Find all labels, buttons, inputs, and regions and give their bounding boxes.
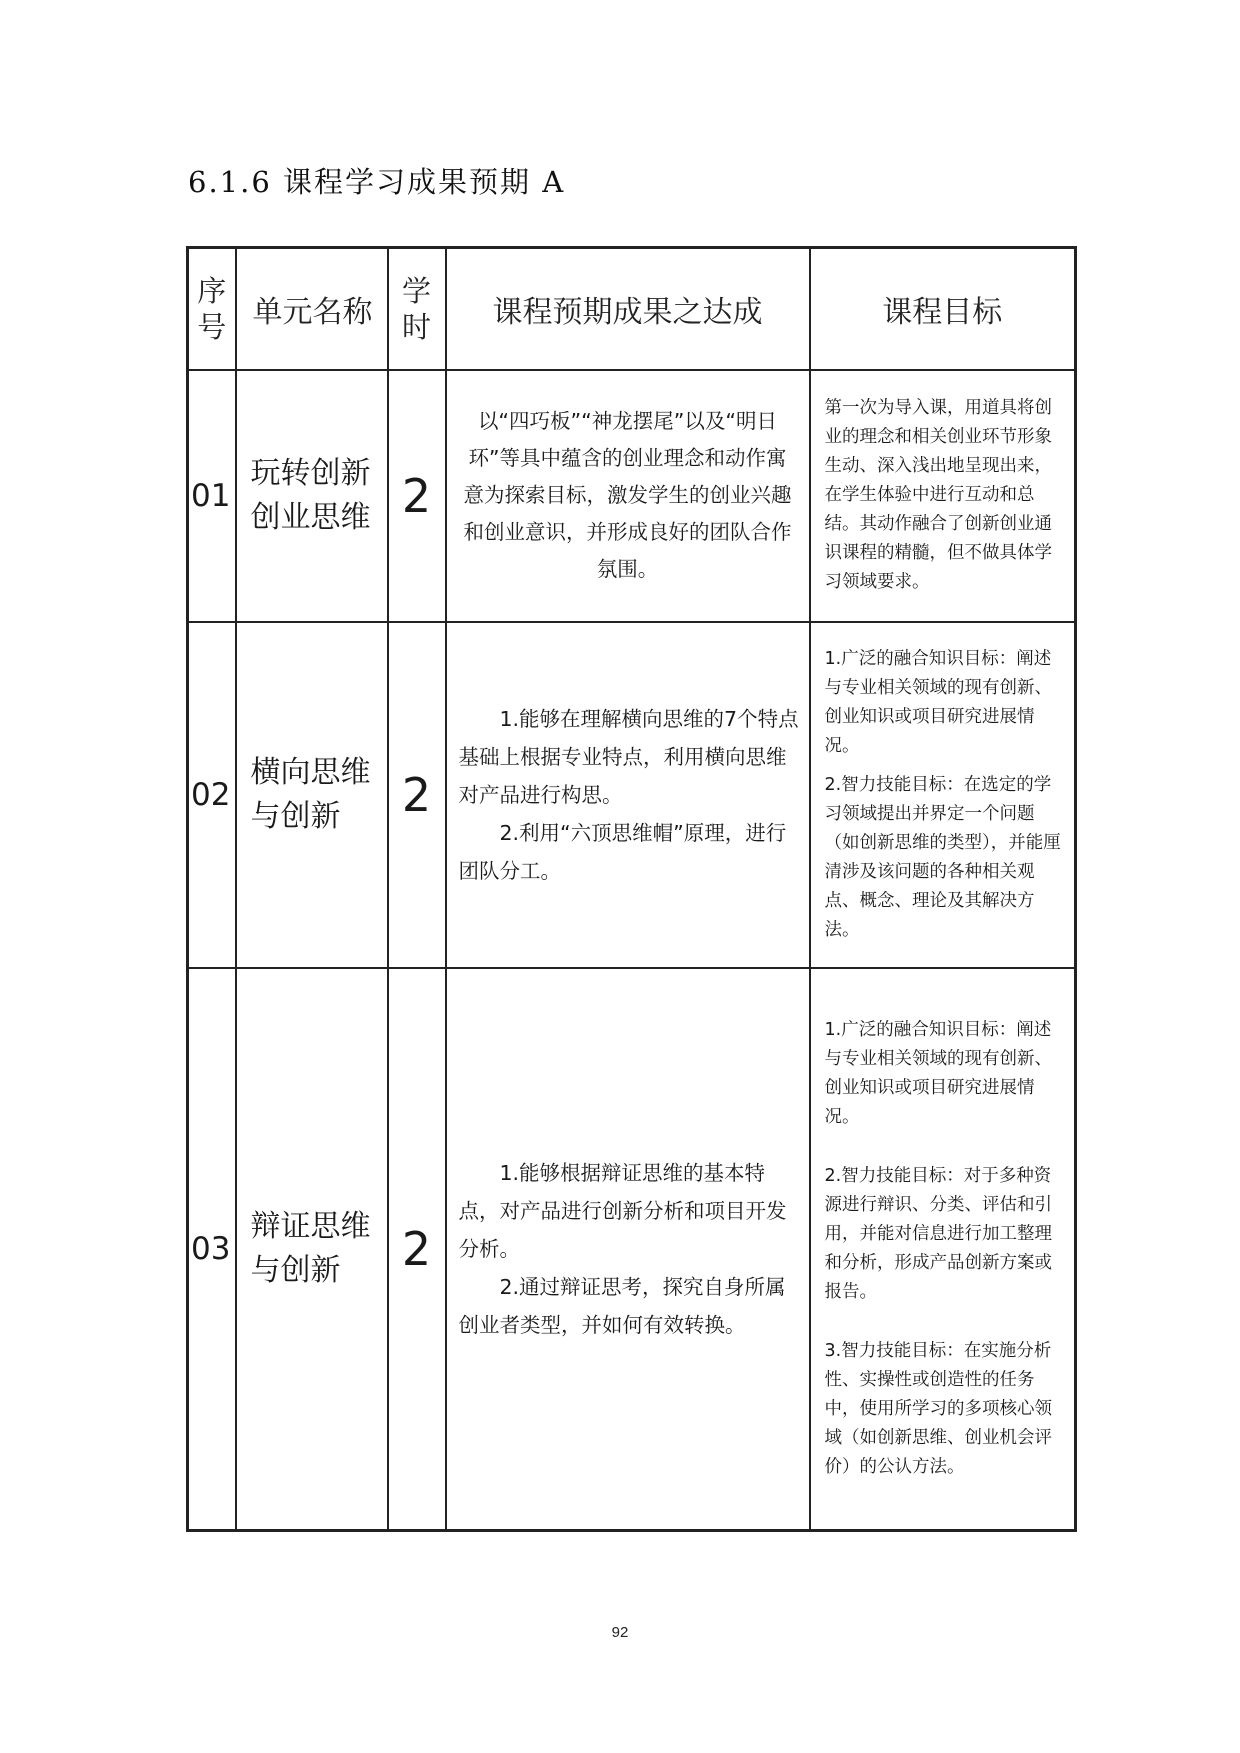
row-unit-name: 玩转创新创业思维 [236, 370, 388, 622]
row-course-goal [810, 370, 1076, 622]
outcome-paragraph: 1.能够在理解横向思维的7个特点基础上根据专业特点，利用横向思维对产品进行构思。 [458, 706, 799, 807]
outcome-paragraph: 1.能够根据辩证思维的基本特点，对产品进行创新分析和项目开发分析。 [458, 1160, 787, 1261]
row-course-goal [810, 622, 1076, 968]
row-serial-number: 03 [188, 968, 236, 1531]
row-serial-number: 01 [188, 370, 236, 622]
goal-paragraph: 2.智力技能目标：对于多种资源进行辩识、分类、评估和引用，并能对信息进行加工整理和分析，形成产品创新方案或报告。 [824, 1165, 1052, 1302]
row-serial-number: 02 [188, 622, 236, 968]
row-expected-outcome [446, 622, 810, 968]
row-class-hours: 2 [388, 968, 446, 1531]
page-number: 92 [611, 1624, 629, 1641]
outcome-paragraph: 2.利用“六顶思维帽”原理，进行团队分工。 [458, 820, 787, 883]
goal-paragraph: 1.广泛的融合知识目标：阐述与专业相关领域的现有创新、创业知识或项目研究进展情况。 [824, 1019, 1052, 1127]
row-course-goal [810, 968, 1076, 1531]
row-unit-name: 横向思维与创新 [236, 622, 388, 968]
goal-paragraph: 2.智力技能目标：在选定的学习领域提出并界定一个问题（如创新思维的类型），并能厘清涉及该问题的各种相关观点、概念、理论及其解决方法。 [824, 774, 1061, 940]
header-class-hours: 学时 [388, 248, 446, 370]
goal-paragraph: 第一次为导入课，用道具将创业的理念和相关创业环节形象生动、深入浅出地呈现出来，在学生体验中进行互动和总结。其动作融合了创新创业通识课程的精髓，但不做具体学习领域要求。 [824, 398, 1052, 592]
outcome-paragraph: 2.通过辩证思考，探究自身所属创业者类型，并如何有效转换。 [458, 1274, 786, 1337]
table-row [188, 622, 1076, 968]
table-row [188, 370, 1076, 622]
row-class-hours: 2 [388, 370, 446, 622]
row-class-hours: 2 [388, 622, 446, 968]
section-title: 6.1.6 课程学习成果预期 A [188, 165, 566, 199]
goal-paragraph: 1.广泛的融合知识目标：阐述与专业相关领域的现有创新、创业知识或项目研究进展情况。 [824, 648, 1052, 756]
row-expected-outcome [446, 370, 810, 622]
course-outcome-table [186, 246, 1077, 1532]
table-row [188, 968, 1076, 1531]
table-header-row [188, 248, 1076, 370]
goal-paragraph: 3.智力技能目标：在实施分析性、实操性或创造性的任务中，使用所学习的多项核心领域（如创新思维、创业机会评价）的公认方法。 [824, 1340, 1052, 1477]
row-unit-name: 辩证思维与创新 [236, 968, 388, 1531]
header-course-goal: 课程目标 [810, 248, 1076, 370]
header-serial-number: 序号 [188, 248, 236, 370]
header-expected-outcome: 课程预期成果之达成 [446, 248, 810, 370]
header-unit-name: 单元名称 [236, 248, 388, 370]
outcome-paragraph: 以“四巧板”“神龙摆尾”以及“明日环”等具中蕴含的创业理念和动作寓意为探索目标，激发学生的创业兴趣和创业意识，并形成良好的团队合作氛围。 [463, 409, 792, 581]
row-expected-outcome [446, 968, 810, 1531]
